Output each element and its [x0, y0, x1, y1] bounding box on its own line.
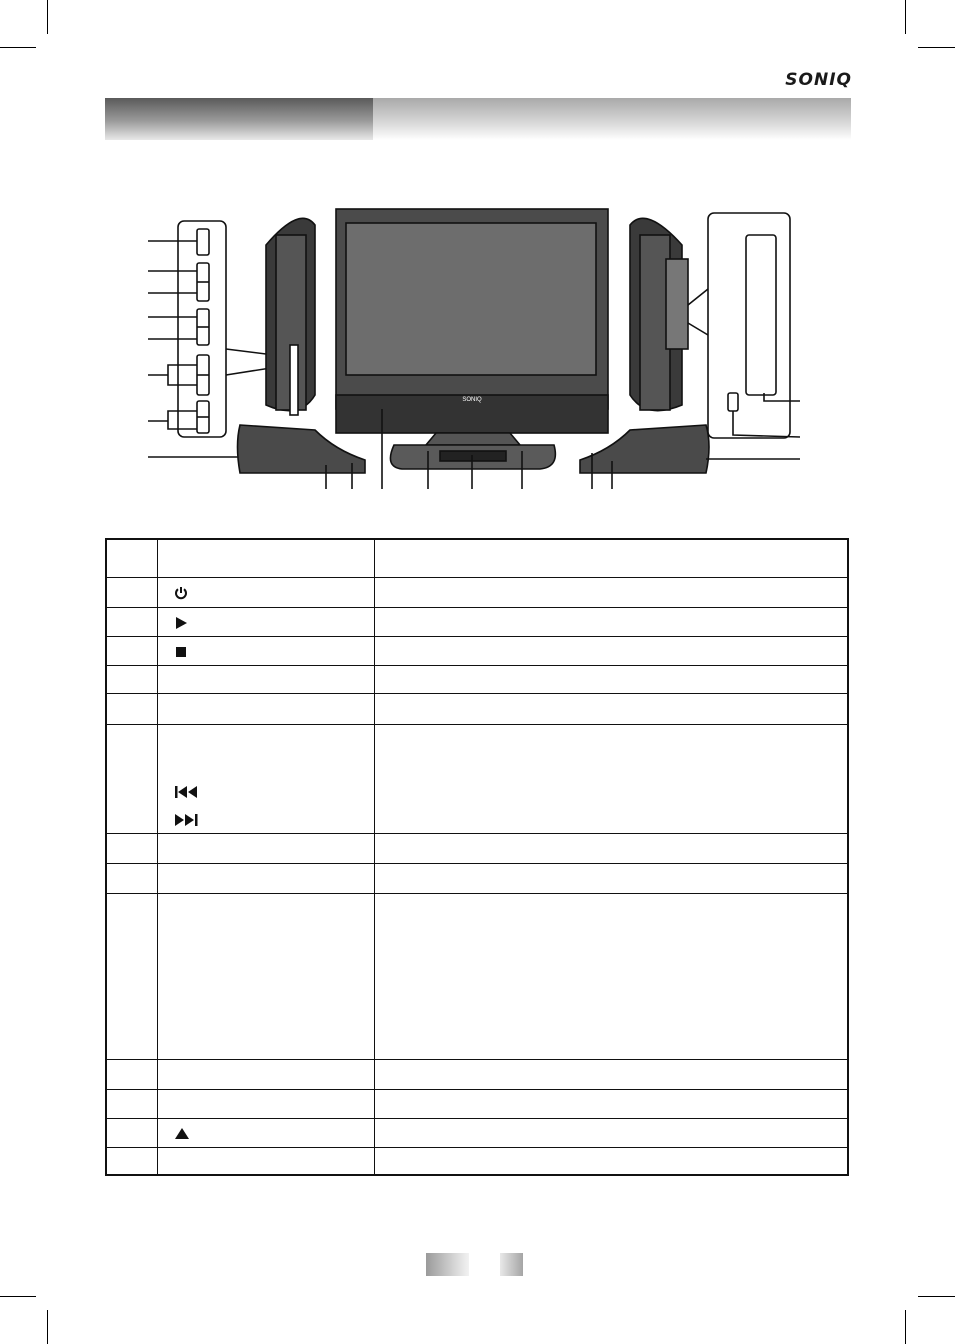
screen-logo: SONIQ	[462, 397, 482, 403]
table-row	[106, 863, 848, 893]
skip-previous-icon	[174, 777, 374, 805]
table-cell-number	[106, 1089, 158, 1118]
table-cell-number	[106, 833, 158, 863]
table-row	[106, 1059, 848, 1089]
table-cell-number	[106, 863, 158, 893]
crop-mark	[47, 0, 48, 34]
crop-mark	[905, 0, 906, 34]
table-cell-description	[375, 665, 849, 693]
page-number-tab-left	[426, 1253, 469, 1276]
table-row	[106, 539, 848, 577]
table-cell-description	[375, 539, 849, 577]
table-cell-control	[158, 1059, 375, 1089]
table-row	[106, 1118, 848, 1147]
section-header-bar	[105, 98, 851, 140]
table-cell-control	[158, 636, 375, 665]
table-cell-number	[106, 607, 158, 636]
table-cell-description	[375, 577, 849, 607]
table-cell-description	[375, 724, 849, 833]
crop-mark	[0, 1296, 36, 1297]
table-cell-control	[158, 863, 375, 893]
table-cell-number	[106, 636, 158, 665]
crop-mark	[47, 1310, 48, 1344]
table-cell-description	[375, 1118, 849, 1147]
table-row	[106, 1089, 848, 1118]
table-cell-control	[158, 665, 375, 693]
crop-mark	[905, 1310, 906, 1344]
header-bar-left	[105, 98, 373, 140]
table-row	[106, 665, 848, 693]
table-row	[106, 724, 848, 833]
crop-mark	[918, 47, 955, 48]
table-row	[106, 1147, 848, 1175]
table-cell-control	[158, 724, 375, 833]
controls-table	[105, 538, 849, 1176]
table-cell-number	[106, 1059, 158, 1089]
table-cell-number	[106, 1118, 158, 1147]
table-row	[106, 833, 848, 863]
table-cell-description	[375, 1147, 849, 1175]
stop-icon	[174, 637, 374, 665]
table-cell-number	[106, 724, 158, 833]
product-diagram	[140, 205, 810, 505]
crop-mark	[918, 1296, 955, 1297]
table-cell-control	[158, 607, 375, 636]
table-cell-control	[158, 577, 375, 607]
page-number-tab-right	[500, 1253, 523, 1276]
table-row	[106, 893, 848, 1059]
table-cell-number	[106, 577, 158, 607]
table-cell-number	[106, 665, 158, 693]
table-cell-control	[158, 893, 375, 1059]
table-cell-number	[106, 539, 158, 577]
play-icon	[174, 608, 374, 636]
table-row	[106, 577, 848, 607]
table-cell-description	[375, 636, 849, 665]
table-row	[106, 607, 848, 636]
table-cell-number	[106, 693, 158, 724]
table-cell-description	[375, 1059, 849, 1089]
table-cell-control	[158, 1147, 375, 1175]
table-cell-number	[106, 893, 158, 1059]
table-cell-description	[375, 833, 849, 863]
crop-mark	[0, 47, 36, 48]
table-cell-control	[158, 1118, 375, 1147]
eject-icon	[174, 1119, 374, 1147]
power-icon	[174, 578, 374, 606]
table-row	[106, 693, 848, 724]
table-cell-number	[106, 1147, 158, 1175]
brand-logo: SONIQ	[785, 70, 852, 90]
table-cell-description	[375, 893, 849, 1059]
table-cell-control	[158, 833, 375, 863]
table-cell-description	[375, 863, 849, 893]
skip-next-icon	[174, 805, 374, 833]
table-cell-description	[375, 1089, 849, 1118]
table-cell-control	[158, 539, 375, 577]
table-cell-description	[375, 607, 849, 636]
header-bar-right	[373, 98, 851, 140]
table-cell-description	[375, 693, 849, 724]
table-cell-control	[158, 693, 375, 724]
table-cell-control	[158, 1089, 375, 1118]
table-row	[106, 636, 848, 665]
